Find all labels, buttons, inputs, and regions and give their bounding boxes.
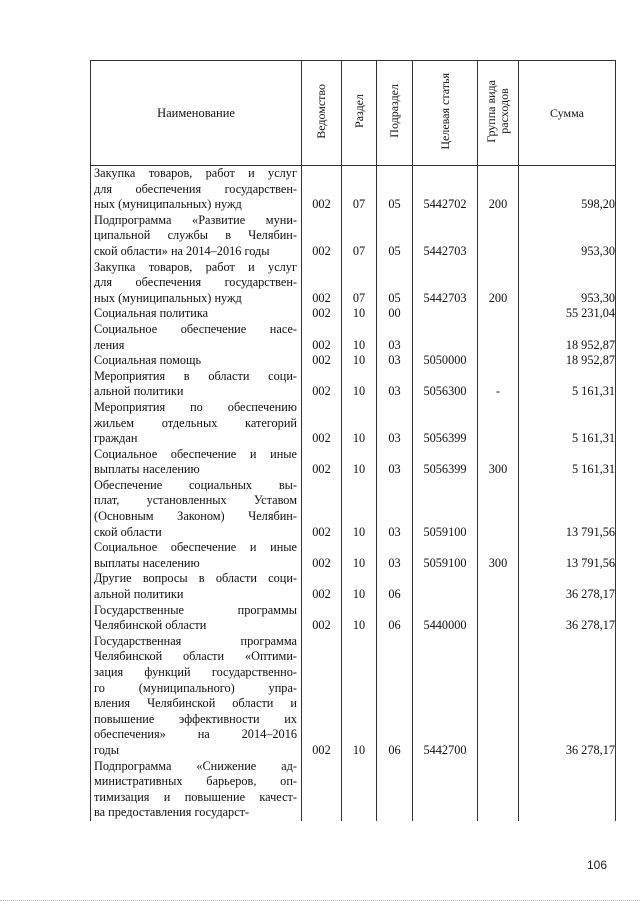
row-podrazdel-cell: 03 [377, 369, 413, 400]
row-name-line: годы [94, 742, 120, 757]
row-razdel-cell: 10 [342, 447, 377, 478]
row-name-line: Закупка товаров, работ и услуг [94, 259, 297, 274]
row-razdel-cell: 10 [342, 540, 377, 571]
row-celevaya-cell: 5442700 [413, 634, 478, 759]
row-name-line: Мероприятия по обеспечению [94, 399, 297, 414]
row-name-line: ципальной службы в Челябин- [94, 228, 297, 243]
row-name-cell [91, 322, 302, 353]
row-razdel-cell: 07 [342, 213, 377, 260]
row-summa-cell: 5 161,31 [519, 369, 616, 400]
table-row [91, 369, 616, 400]
page-number: 106 [587, 858, 608, 872]
row-vedomstvo-cell: 002 [302, 447, 342, 478]
header-razdel [342, 61, 377, 166]
row-name-line: го (муниципального) упра- [94, 680, 297, 695]
row-vedomstvo-cell [302, 759, 342, 821]
row-gruppa-cell [478, 603, 519, 634]
row-name-line: Другие вопросы в области соци- [94, 571, 297, 586]
row-summa-cell: 18 952,87 [519, 353, 616, 369]
row-name-line: для обеспечения государствен- [94, 181, 297, 196]
header-podrazdel [377, 61, 413, 166]
row-gruppa-cell: 300 [478, 540, 519, 571]
row-name-cell [91, 353, 302, 369]
header-vedomstvo [302, 61, 342, 166]
row-celevaya-cell: 5056399 [413, 447, 478, 478]
row-summa-cell: 13 791,56 [519, 540, 616, 571]
row-name-cell [91, 571, 302, 602]
row-podrazdel-cell: 03 [377, 400, 413, 447]
row-summa-cell: 18 952,87 [519, 322, 616, 353]
row-name-cell [91, 447, 302, 478]
row-name-line: ской области [94, 524, 162, 539]
row-summa-cell: 953,30 [519, 213, 616, 260]
row-vedomstvo-cell: 002 [302, 213, 342, 260]
table-row [91, 759, 616, 821]
row-name-line: для обеспечения государствен- [94, 275, 297, 290]
row-podrazdel-cell: 06 [377, 571, 413, 602]
row-vedomstvo-cell: 002 [302, 322, 342, 353]
row-celevaya-cell: 5442703 [413, 213, 478, 260]
table-row [91, 322, 616, 353]
row-razdel-cell: 10 [342, 400, 377, 447]
row-gruppa-cell: - [478, 369, 519, 400]
row-gruppa-cell: 200 [478, 260, 519, 307]
row-name-line: Мероприятия в области соци- [94, 368, 297, 383]
row-name-line: обеспечения» на 2014–2016 [94, 727, 297, 742]
header-summa: Сумма [519, 61, 616, 166]
row-summa-cell: 5 161,31 [519, 400, 616, 447]
row-gruppa-cell [478, 759, 519, 821]
row-name-line: выплаты населению [94, 555, 200, 570]
row-razdel-cell: 10 [342, 634, 377, 759]
row-podrazdel-cell: 03 [377, 447, 413, 478]
row-celevaya-cell: 5056300 [413, 369, 478, 400]
table-body [91, 166, 616, 821]
row-podrazdel-cell: 05 [377, 213, 413, 260]
row-celevaya-cell [413, 322, 478, 353]
row-name-cell [91, 478, 302, 540]
table-row [91, 478, 616, 540]
row-celevaya-cell: 5059100 [413, 478, 478, 540]
row-vedomstvo-cell: 002 [302, 540, 342, 571]
table-row [91, 260, 616, 307]
row-razdel-cell: 10 [342, 478, 377, 540]
row-gruppa-cell [478, 634, 519, 759]
header-celevaya [413, 61, 478, 166]
row-podrazdel-cell: 00 [377, 306, 413, 322]
row-name-line: Социальное обеспечение и иные [94, 446, 297, 461]
row-vedomstvo-cell: 002 [302, 634, 342, 759]
table-row [91, 400, 616, 447]
row-summa-cell: 5 161,31 [519, 447, 616, 478]
row-vedomstvo-cell: 002 [302, 478, 342, 540]
row-celevaya-cell [413, 306, 478, 322]
row-name-cell [91, 540, 302, 571]
row-vedomstvo-cell: 002 [302, 603, 342, 634]
row-razdel-cell: 10 [342, 369, 377, 400]
row-celevaya-cell [413, 571, 478, 602]
header-celevaya-label: Целевая статья [437, 72, 452, 150]
row-podrazdel-cell: 03 [377, 478, 413, 540]
row-summa-cell: 36 278,17 [519, 571, 616, 602]
table-row [91, 353, 616, 369]
row-name-line: Обеспечение социальных вы- [94, 477, 297, 492]
row-name-line: Государственные программы [94, 602, 297, 617]
row-podrazdel-cell: 05 [377, 260, 413, 307]
row-celevaya-cell [413, 759, 478, 821]
header-gruppa [478, 61, 519, 166]
row-podrazdel-cell: 06 [377, 634, 413, 759]
row-gruppa-cell [478, 322, 519, 353]
row-name-line: выплаты населению [94, 462, 200, 477]
row-name-line: граждан [94, 431, 138, 446]
row-vedomstvo-cell: 002 [302, 400, 342, 447]
row-name-line: Подпрограмма «Развитие муни- [94, 212, 297, 227]
header-gruppa-line1: Группа вида [484, 79, 498, 143]
row-summa-cell: 36 278,17 [519, 634, 616, 759]
row-name-cell [91, 400, 302, 447]
header-gruppa-line2: расходов [497, 88, 511, 134]
row-gruppa-cell: 300 [478, 447, 519, 478]
row-gruppa-cell [478, 306, 519, 322]
budget-table [90, 60, 616, 821]
row-name-line: (Основным Законом) Челябин- [94, 509, 297, 524]
row-name-cell [91, 634, 302, 759]
row-gruppa-cell [478, 571, 519, 602]
row-name-line: Челябинской области [94, 618, 207, 633]
row-name-line: плат, установленных Уставом [94, 493, 297, 508]
row-summa-cell: 13 791,56 [519, 478, 616, 540]
header-vedomstvo-label: Ведомство [314, 83, 328, 139]
row-name-line: Социальное обеспечение насе- [94, 321, 297, 336]
row-vedomstvo-cell: 002 [302, 369, 342, 400]
row-name-cell [91, 213, 302, 260]
row-gruppa-cell: 200 [478, 166, 519, 213]
row-name-line: повышение эффективности их [94, 711, 297, 726]
row-summa-cell [519, 759, 616, 821]
table-row [91, 603, 616, 634]
row-name-line: Закупка товаров, работ и услуг [94, 166, 297, 180]
table-header-row [91, 61, 616, 166]
row-name-line: альной политики [94, 587, 184, 602]
row-name-line: Социальная помощь [94, 353, 202, 368]
row-name-line: вления Челябинской области и [94, 696, 297, 711]
table-row [91, 571, 616, 602]
header-podrazdel-label: Подраздел [387, 84, 401, 138]
header-name: Наименование [91, 61, 302, 166]
scan-edge-line [0, 900, 640, 902]
row-name-line: Государственная программа [94, 633, 297, 648]
row-summa-cell: 598,20 [519, 166, 616, 213]
row-razdel-cell [342, 759, 377, 821]
row-name-line: зация функций государственно- [94, 665, 297, 679]
row-razdel-cell: 10 [342, 353, 377, 369]
row-vedomstvo-cell: 002 [302, 571, 342, 602]
row-summa-cell: 55 231,04 [519, 306, 616, 322]
row-name-line: ных (муниципальных) нужд [94, 197, 242, 212]
row-podrazdel-cell: 03 [377, 540, 413, 571]
row-razdel-cell: 10 [342, 571, 377, 602]
table-row [91, 166, 616, 213]
row-gruppa-cell [478, 353, 519, 369]
header-razdel-label: Раздел [351, 94, 366, 128]
row-name-cell [91, 369, 302, 400]
row-vedomstvo-cell: 002 [302, 166, 342, 213]
row-razdel-cell: 07 [342, 166, 377, 213]
row-name-line: ва предоставления государст- [94, 805, 250, 820]
row-celevaya-cell: 5442703 [413, 260, 478, 307]
row-razdel-cell: 10 [342, 322, 377, 353]
row-name-line: жильем отдельных категорий [94, 415, 297, 430]
row-razdel-cell: 07 [342, 260, 377, 307]
row-vedomstvo-cell: 002 [302, 353, 342, 369]
row-podrazdel-cell: 05 [377, 166, 413, 213]
row-razdel-cell: 10 [342, 306, 377, 322]
row-gruppa-cell [478, 213, 519, 260]
row-podrazdel-cell [377, 759, 413, 821]
row-name-cell [91, 306, 302, 322]
row-gruppa-cell [478, 400, 519, 447]
row-name-line: альной политики [94, 384, 184, 399]
table-row [91, 540, 616, 571]
row-name-line: Челябинской области «Оптими- [94, 649, 297, 664]
row-name-line: ской области» на 2014–2016 годы [94, 243, 270, 258]
row-podrazdel-cell: 03 [377, 353, 413, 369]
row-name-cell [91, 759, 302, 821]
row-celevaya-cell: 5059100 [413, 540, 478, 571]
row-celevaya-cell: 5440000 [413, 603, 478, 634]
table-row [91, 447, 616, 478]
row-summa-cell: 953,30 [519, 260, 616, 307]
row-celevaya-cell: 5050000 [413, 353, 478, 369]
row-name-line: министративных барьеров, оп- [94, 774, 297, 789]
row-name-line: Социальная политика [94, 306, 209, 321]
row-name-cell [91, 166, 302, 213]
table-row [91, 306, 616, 322]
row-name-line: ных (муниципальных) нужд [94, 290, 242, 305]
header-gruppa-label [485, 80, 511, 143]
row-name-cell [91, 603, 302, 634]
row-summa-cell: 36 278,17 [519, 603, 616, 634]
row-podrazdel-cell: 03 [377, 322, 413, 353]
table-row [91, 634, 616, 759]
row-gruppa-cell [478, 478, 519, 540]
row-razdel-cell: 10 [342, 603, 377, 634]
row-name-line: Социальное обеспечение и иные [94, 540, 297, 555]
row-celevaya-cell: 5442702 [413, 166, 478, 213]
row-name-line: Подпрограмма «Снижение ад- [94, 758, 297, 773]
row-vedomstvo-cell: 002 [302, 306, 342, 322]
table-row [91, 213, 616, 260]
row-celevaya-cell: 5056399 [413, 400, 478, 447]
row-podrazdel-cell: 06 [377, 603, 413, 634]
row-name-cell [91, 260, 302, 307]
row-name-line: ления [94, 337, 125, 352]
row-vedomstvo-cell: 002 [302, 260, 342, 307]
row-name-line: тимизация и повышение качест- [94, 789, 297, 804]
